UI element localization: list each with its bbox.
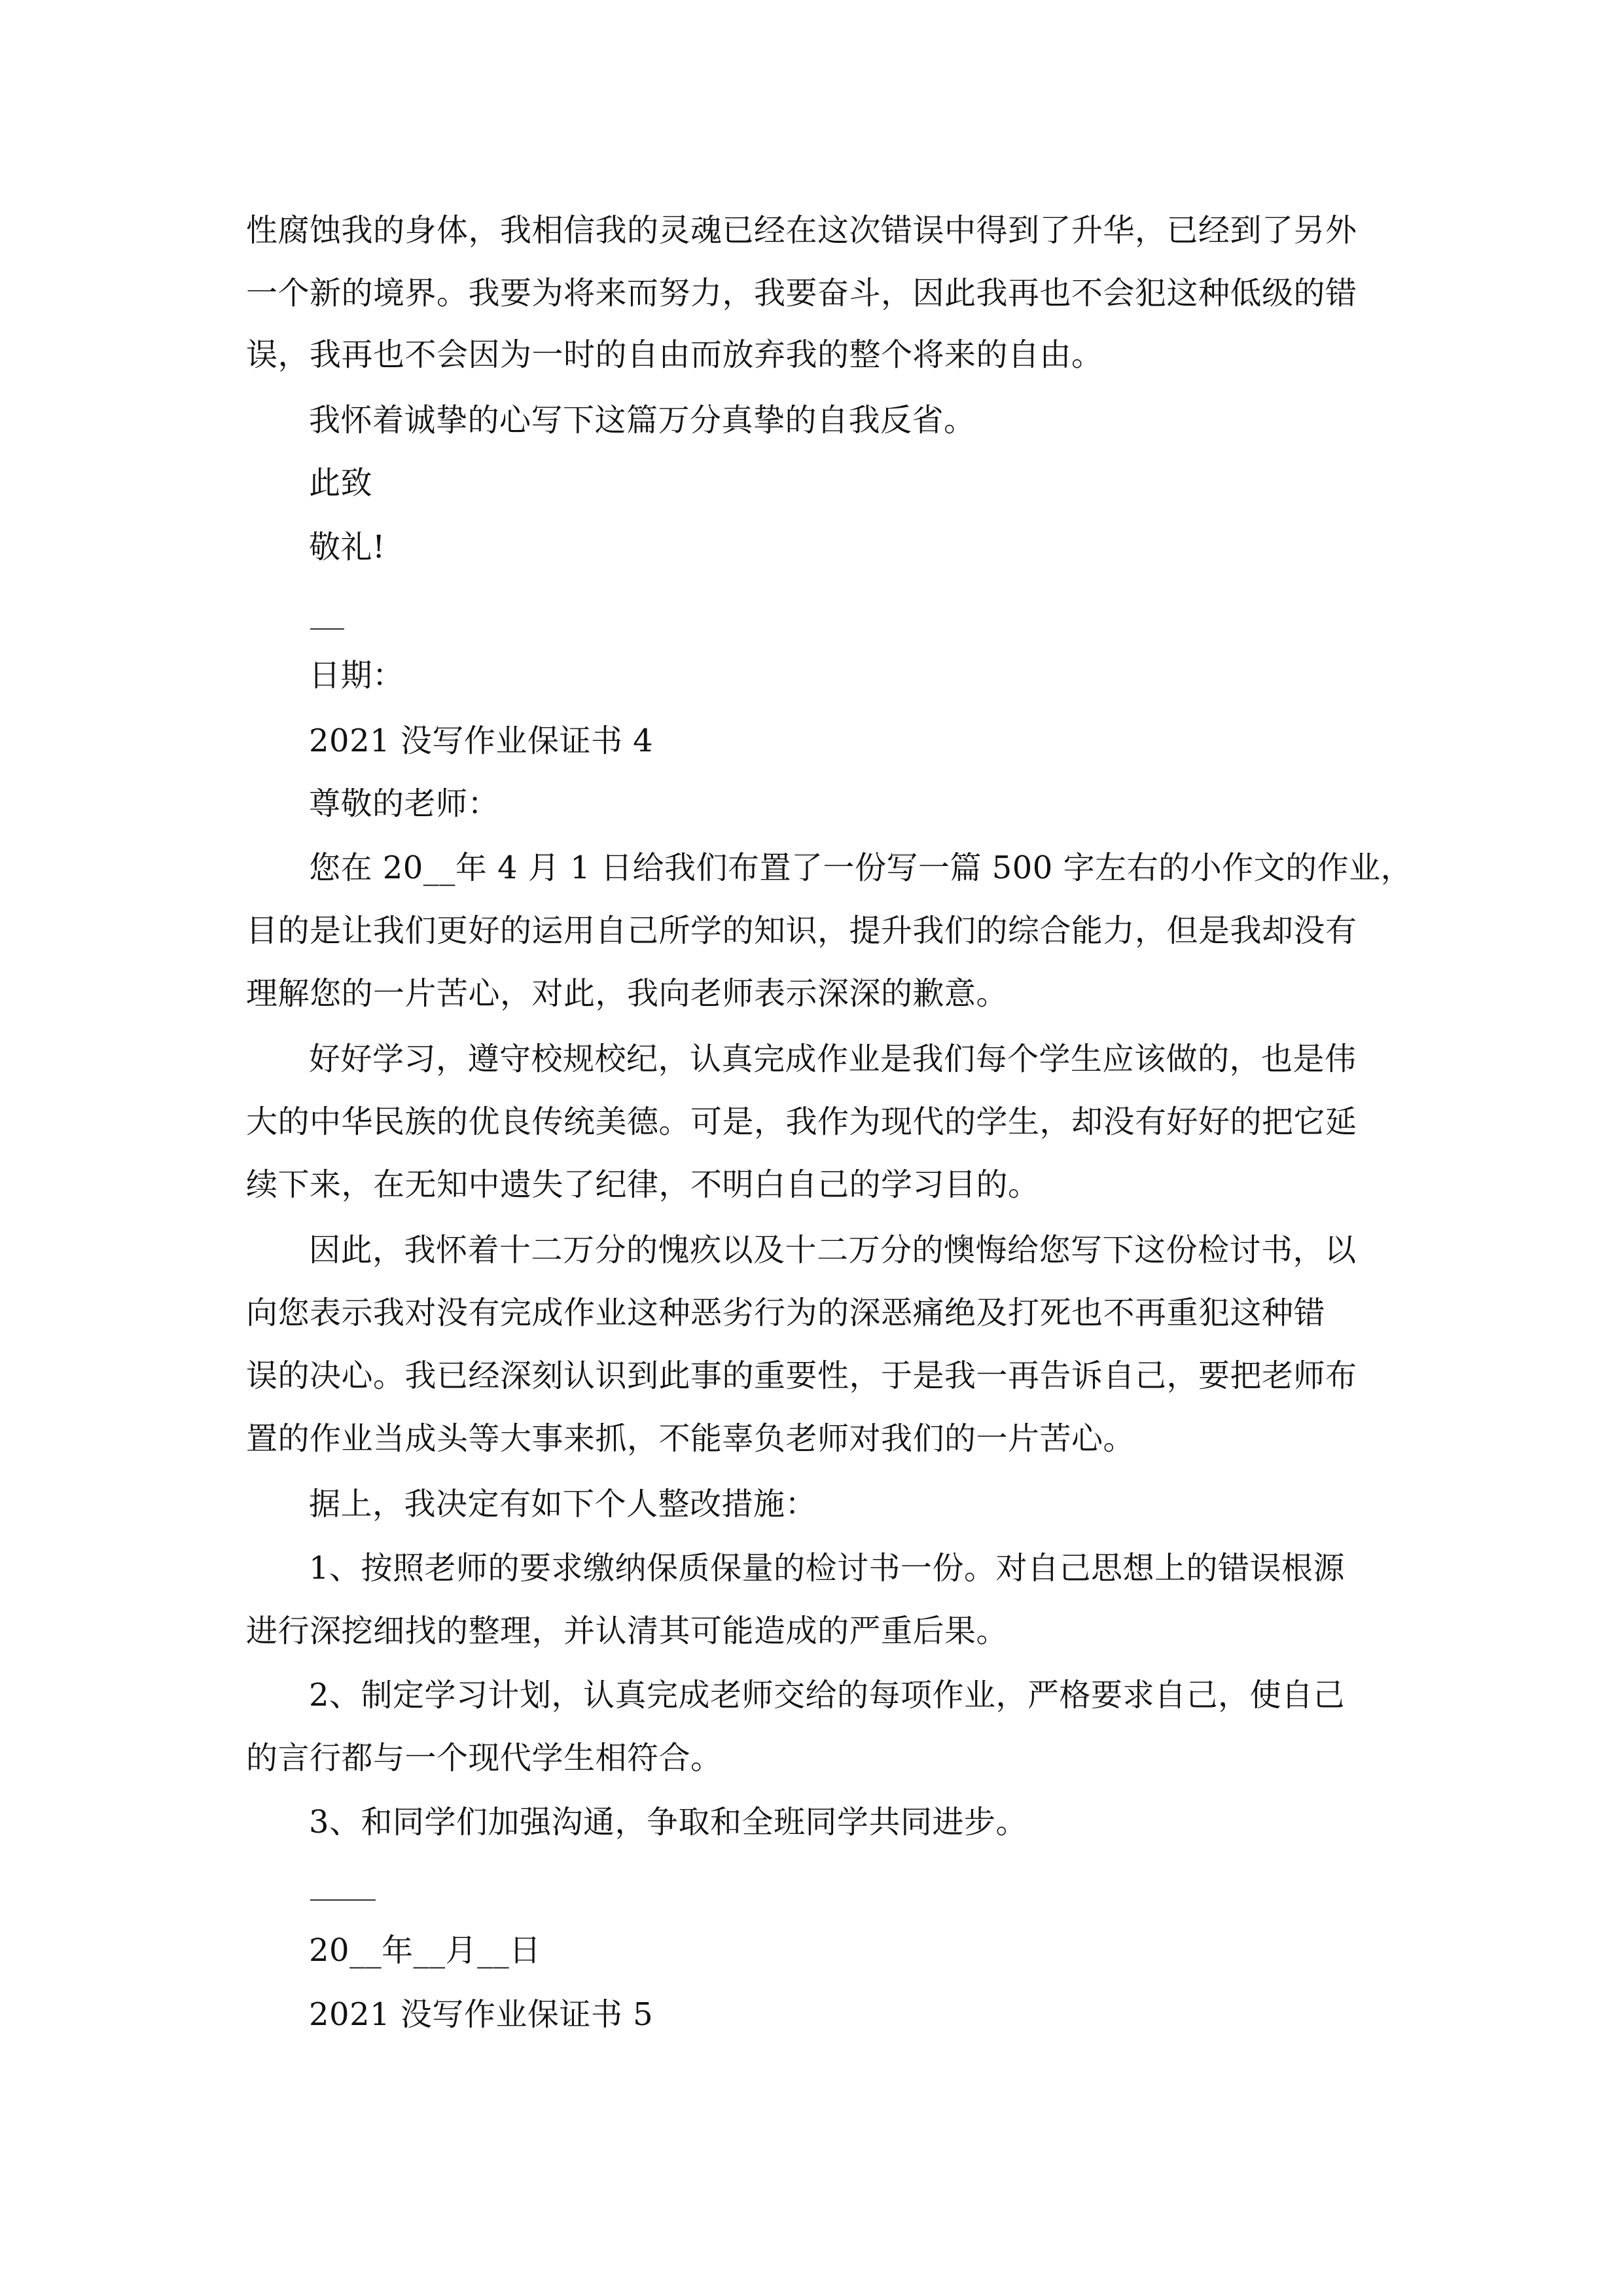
paragraph-line: 理解您的一片苦心，对此，我向老师表示深深的歉意。 (246, 975, 1008, 1012)
signature-blank (310, 628, 344, 630)
paragraph-line: 误的决心。我已经深刻认识到此事的重要性，于是我一再告诉自己，要把老师布 (246, 1357, 1357, 1394)
section-heading: 2021 没写作业保证书 4 (309, 723, 654, 759)
paragraph-line: 置的作业当成头等大事来抓，不能辜负老师对我们的一片苦心。 (246, 1420, 1135, 1457)
date-label: 日期： (309, 657, 404, 694)
closing-line: 此致 (309, 465, 373, 501)
salutation-line: 敬礼! (309, 529, 385, 565)
paragraph-line: 续下来，在无知中遗失了纪律，不明白自己的学习目的。 (246, 1166, 1040, 1203)
greeting-line: 尊敬的老师： (309, 785, 500, 822)
date-line: 20__年__月__日 (309, 1932, 541, 1969)
paragraph-line: 性腐蚀我的身体，我相信我的灵魂已经在这次错误中得到了升华，已经到了另外 (246, 212, 1357, 249)
paragraph-line: 因此，我怀着十二万分的愧疚以及十二万分的懊悔给您写下这份检讨书，以 (309, 1232, 1357, 1268)
paragraph-line: 大的中华民族的优良传统美德。可是，我作为现代的学生，却没有好好的把它延 (246, 1103, 1357, 1140)
list-item: 3、和同学们加强沟通，争取和全班同学共同进步。 (309, 1804, 1028, 1840)
paragraph-line: 目的是让我们更好的运用自己所学的知识，提升我们的综合能力，但是我却没有 (246, 912, 1357, 949)
paragraph-line: 据上，我决定有如下个人整改措施： (309, 1486, 817, 1522)
paragraph-line: 向您表示我对没有完成作业这种恶劣行为的深恶痛绝及打死也不再重犯这种错 (246, 1295, 1326, 1331)
paragraph-line: 一个新的境界。我要为将来而努力，我要奋斗，因此我再也不会犯这种低级的错 (246, 275, 1357, 312)
paragraph-line: 误，我再也不会因为一时的自由而放弃我的整个将来的自由。 (246, 336, 1103, 373)
paragraph-line: 我怀着诚挚的心写下这篇万分真挚的自我反省。 (309, 402, 976, 439)
section-heading: 2021 没写作业保证书 5 (309, 1996, 654, 2033)
signature-blank (310, 1899, 376, 1901)
paragraph-line: 好好学习，遵守校规校纪，认真完成作业是我们每个学生应该做的，也是伟 (309, 1041, 1357, 1077)
list-item: 1、按照老师的要求缴纳保质保量的检讨书一份。对自己思想上的错误根源 (309, 1550, 1346, 1587)
paragraph-line: 您在 20__年 4 月 1 日给我们布置了一份写一篇 500 字左右的小作文的作业， (309, 850, 1413, 886)
list-item-continuation: 的言行都与一个现代学生相符合。 (246, 1740, 722, 1776)
list-item-continuation: 进行深挖细找的整理，并认清其可能造成的严重后果。 (246, 1613, 1008, 1649)
list-item: 2、制定学习计划，认真完成老师交给的每项作业，严格要求自己，使自己 (309, 1677, 1346, 1713)
